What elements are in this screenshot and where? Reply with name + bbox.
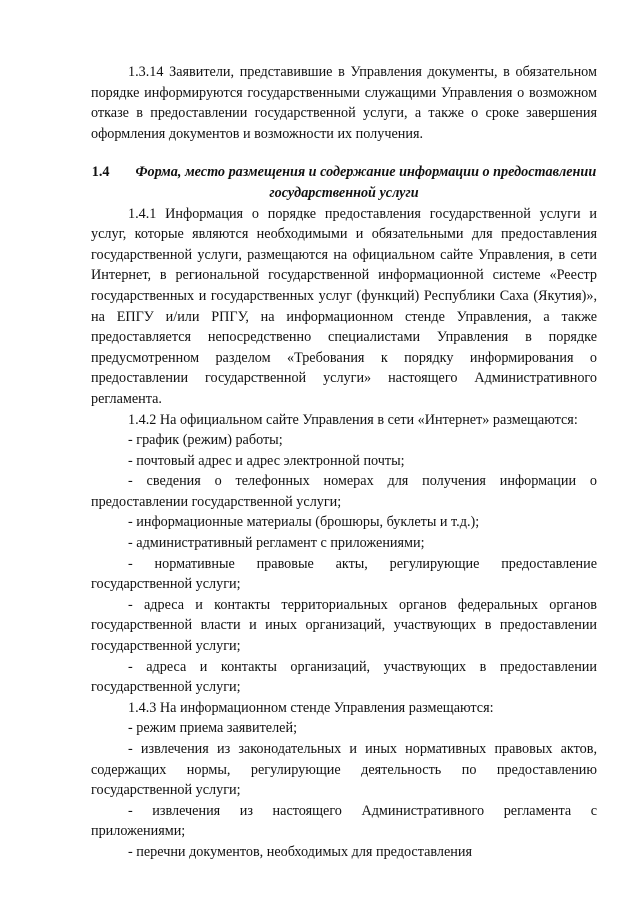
list-item: - извлечения из настоящего Административного регламента с приложениями; [91, 802, 597, 840]
list-item: - адреса и контакты организаций, участвующих в предоставлении государственной услуги; [91, 658, 597, 696]
list-item: - адреса и контакты территориальных органов федеральных органов государственной власти и иных организаций, участвующих в предоставлении государственной услуги; [91, 596, 597, 655]
list-item: - информационные материалы (брошюры, буклеты и т.д.); [128, 514, 480, 531]
section-title: Форма, место размещения и содержание информации о предоставлении государственной услуги [135, 164, 597, 201]
paragraph-1-3-14: 1.3.14 Заявители, представившие в Управления документы, в обязательном порядке информируются государственными служащими Управления о возможном отказе в предоставлении государственной услуги, а также о сроке завершения оформления документов и возможности их получения. [91, 64, 597, 142]
document-page [91, 62, 597, 863]
list-item: - нормативные правовые акты, регулирующие предоставление государственной услуги; [91, 555, 597, 593]
list-item: - извлечения из законодательных и иных нормативных правовых актов, содержащих нормы, регулирующие деятельность по предоставлению государственной услуги; [91, 741, 597, 799]
section-number: 1.4 [91, 164, 110, 181]
list-item: - сведения о телефонных номерах для получения информации о предоставлении государственной услуги; [91, 473, 597, 510]
paragraph-1-4-3: 1.4.3 На информационном стенде Управления размещаются: [128, 699, 494, 716]
section-heading-1-4 [91, 162, 597, 203]
list-item: - почтовый адрес и адрес электронной почты; [128, 452, 405, 469]
list-item: - график (режим) работы; [128, 432, 283, 449]
list-item: - административный регламент с приложениями; [128, 535, 425, 552]
list-item: - перечни документов, необходимых для предоставления [128, 843, 473, 860]
list-item: - режим приема заявителей; [128, 720, 298, 737]
paragraph-1-4-1: 1.4.1 Информация о порядке предоставления государственной услуги и услуг, которые являются необходимыми и обязательными для предоставления государственной услуги, размещаются на официальном сайте Управления, в сети Интернет, в региональной государственной информационной системе «Реестр государственных и государственных услуг (функций) Республики Саха (Якутия)», на ЕПГУ и/или РПГУ, на информационном стенде Управления, а также предоставляется непосредственно специалистами Управления в порядке предусмотренном разделом «Требования к порядку информирования о предоставлении государственной услуги» настоящего Административного регламента. [91, 205, 597, 407]
paragraph-1-4-2: 1.4.2 На официальном сайте Управления в сети «Интернет» размещаются: [128, 411, 578, 428]
